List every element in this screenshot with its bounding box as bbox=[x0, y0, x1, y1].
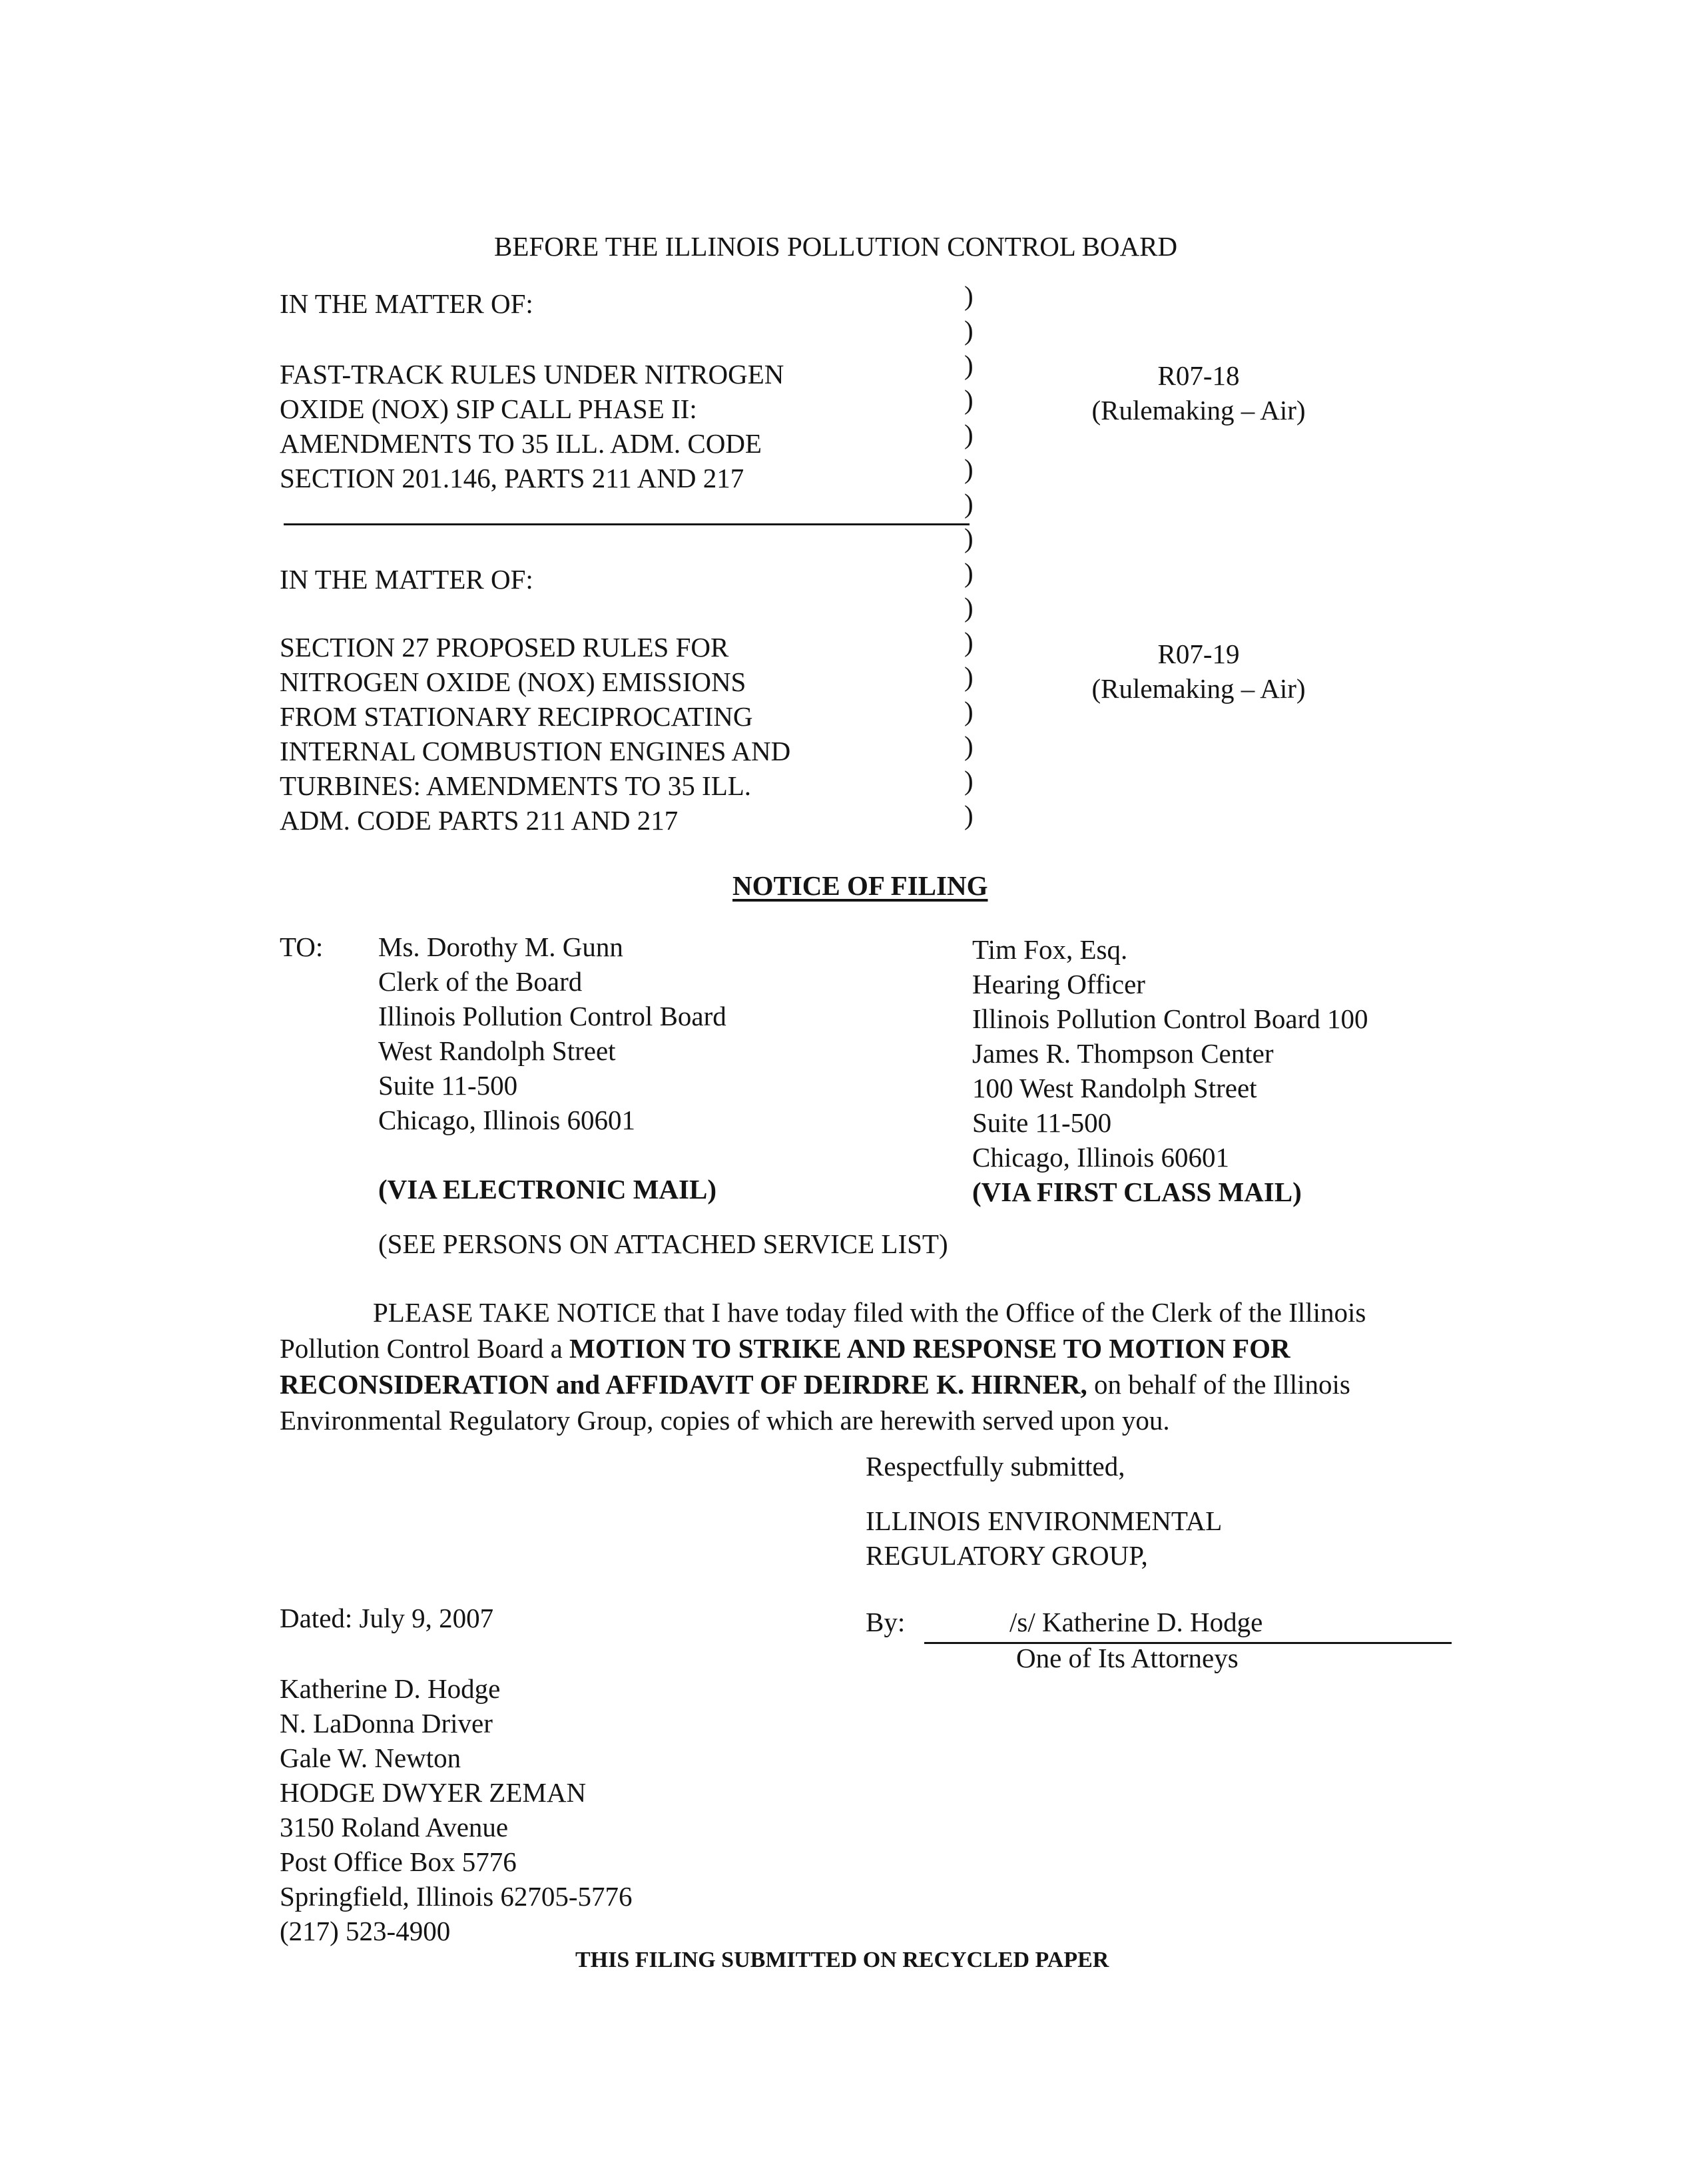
recipient-right-method: (VIA FIRST CLASS MAIL) bbox=[972, 1177, 1302, 1207]
matter-1-docket: R07-18 bbox=[1157, 360, 1240, 391]
attorney-line: Springfield, Illinois 62705-5776 bbox=[280, 1881, 633, 1912]
to-label: TO: bbox=[280, 932, 324, 962]
by-label: By: bbox=[866, 1607, 906, 1637]
attorney-line: N. LaDonna Driver bbox=[280, 1708, 493, 1739]
attorney-line: Gale W. Newton bbox=[280, 1743, 461, 1773]
matter-2-line: FROM STATIONARY RECIPROCATING bbox=[280, 701, 753, 732]
matter-1-line: AMENDMENTS TO 35 ILL. ADM. CODE bbox=[280, 428, 762, 459]
caption-paren: ) bbox=[964, 765, 974, 796]
recipient-right-line: Illinois Pollution Control Board 100 bbox=[972, 1003, 1368, 1034]
attorney-line: 3150 Roland Avenue bbox=[280, 1812, 509, 1842]
recipient-left bbox=[378, 930, 726, 1137]
recipient-left-line: West Randolph Street bbox=[378, 1035, 616, 1066]
caption-paren: ) bbox=[964, 523, 974, 553]
caption-paren: ) bbox=[964, 315, 974, 346]
notice-body-filed-documents: MOTION TO STRIKE AND RESPONSE TO MOTION FOR RECONSIDERATION and AFFIDAVIT OF DEIRDRE K. HIRNER, bbox=[280, 1333, 1290, 1400]
caption-paren: ) bbox=[964, 557, 974, 588]
caption-paren: ) bbox=[964, 384, 974, 415]
matter-2-line: ADM. CODE PARTS 211 AND 217 bbox=[280, 805, 679, 836]
attorney-line: (217) 523-4900 bbox=[280, 1916, 451, 1946]
recipient-right bbox=[972, 932, 1368, 1175]
matter-2-label: IN THE MATTER OF: bbox=[280, 564, 533, 595]
matter-2-line: SECTION 27 PROPOSED RULES FOR bbox=[280, 632, 729, 663]
recipient-left-line: Ms. Dorothy M. Gunn bbox=[378, 932, 623, 962]
respectfully-submitted: Respectfully submitted, bbox=[866, 1451, 1125, 1482]
matter-1-type: (Rulemaking – Air) bbox=[1091, 395, 1306, 425]
notice-body-paragraph bbox=[280, 1294, 1465, 1438]
recipient-right-line: James R. Thompson Center bbox=[972, 1038, 1274, 1069]
recipient-left-line: Chicago, Illinois 60601 bbox=[378, 1105, 636, 1135]
caption-paren: ) bbox=[964, 453, 974, 484]
matter-2-docket: R07-19 bbox=[1157, 639, 1240, 669]
recipient-right-line: Tim Fox, Esq. bbox=[972, 934, 1128, 965]
notice-body-text-end: on behalf of the Illinois Environmental Regulatory Group, copies of which are herewith served upon you. bbox=[280, 1369, 1350, 1436]
attorney-line: Post Office Box 5776 bbox=[280, 1846, 517, 1877]
recipient-right-line: Hearing Officer bbox=[972, 969, 1145, 999]
notice-body-text: PLEASE TAKE NOTICE that I have today filed with the Office of the Clerk of the Illinois Pollution Control Board a bbox=[280, 1297, 1366, 1364]
recycled-paper-footer: THIS FILING SUBMITTED ON RECYCLED PAPER bbox=[575, 1948, 1109, 1972]
caption-paren: ) bbox=[964, 627, 974, 657]
recipient-right-line: Suite 11-500 bbox=[972, 1107, 1112, 1138]
matter-1-caption bbox=[280, 357, 784, 495]
matter-1-line: SECTION 201.146, PARTS 211 AND 217 bbox=[280, 463, 744, 493]
caption-paren: ) bbox=[964, 488, 974, 519]
attorney-block bbox=[280, 1671, 633, 1948]
matter-1-label: IN THE MATTER OF: bbox=[280, 288, 533, 319]
dated-line: Dated: July 9, 2007 bbox=[280, 1603, 494, 1633]
matter-2-line: INTERNAL COMBUSTION ENGINES AND bbox=[280, 736, 791, 766]
matter-2-line: TURBINES: AMENDMENTS TO 35 ILL. bbox=[280, 770, 752, 801]
caption-paren: ) bbox=[964, 661, 974, 692]
signature-text: /s/ Katherine D. Hodge bbox=[1009, 1607, 1263, 1637]
recipient-left-line: Suite 11-500 bbox=[378, 1070, 518, 1101]
caption-paren: ) bbox=[964, 280, 974, 311]
caption-paren: ) bbox=[964, 800, 974, 830]
matter-1-line: OXIDE (NOX) SIP CALL PHASE II: bbox=[280, 394, 697, 424]
signature-role: One of Its Attorneys bbox=[1016, 1643, 1239, 1673]
attorney-line: HODGE DWYER ZEMAN bbox=[280, 1777, 587, 1808]
matter-2-caption bbox=[280, 630, 790, 838]
document-heading: BEFORE THE ILLINOIS POLLUTION CONTROL BOARD bbox=[494, 231, 1178, 262]
caption-paren: ) bbox=[964, 696, 974, 726]
matter-1-line: FAST-TRACK RULES UNDER NITROGEN bbox=[280, 359, 784, 390]
caption-paren: ) bbox=[964, 350, 974, 380]
organization-line-1: ILLINOIS ENVIRONMENTAL bbox=[866, 1505, 1223, 1536]
service-list-note: (SEE PERSONS ON ATTACHED SERVICE LIST) bbox=[378, 1228, 948, 1259]
caption-paren: ) bbox=[964, 592, 974, 623]
recipient-left-line: Clerk of the Board bbox=[378, 966, 583, 997]
caption-parenthesis-column bbox=[964, 278, 991, 832]
matter-2-line: NITROGEN OXIDE (NOX) EMISSIONS bbox=[280, 667, 746, 697]
caption-paren: ) bbox=[964, 419, 974, 449]
recipient-right-line: 100 West Randolph Street bbox=[972, 1073, 1257, 1103]
recipient-right-line: Chicago, Illinois 60601 bbox=[972, 1142, 1230, 1173]
attorney-line: Katherine D. Hodge bbox=[280, 1673, 501, 1704]
organization-line-2: REGULATORY GROUP, bbox=[866, 1540, 1148, 1571]
recipient-left-method: (VIA ELECTRONIC MAIL) bbox=[378, 1174, 716, 1205]
recipient-left-line: Illinois Pollution Control Board bbox=[378, 1001, 726, 1031]
caption-paren: ) bbox=[964, 730, 974, 761]
caption-divider-line bbox=[284, 523, 970, 525]
notice-title: NOTICE OF FILING bbox=[732, 870, 988, 901]
matter-2-type: (Rulemaking – Air) bbox=[1091, 673, 1306, 704]
